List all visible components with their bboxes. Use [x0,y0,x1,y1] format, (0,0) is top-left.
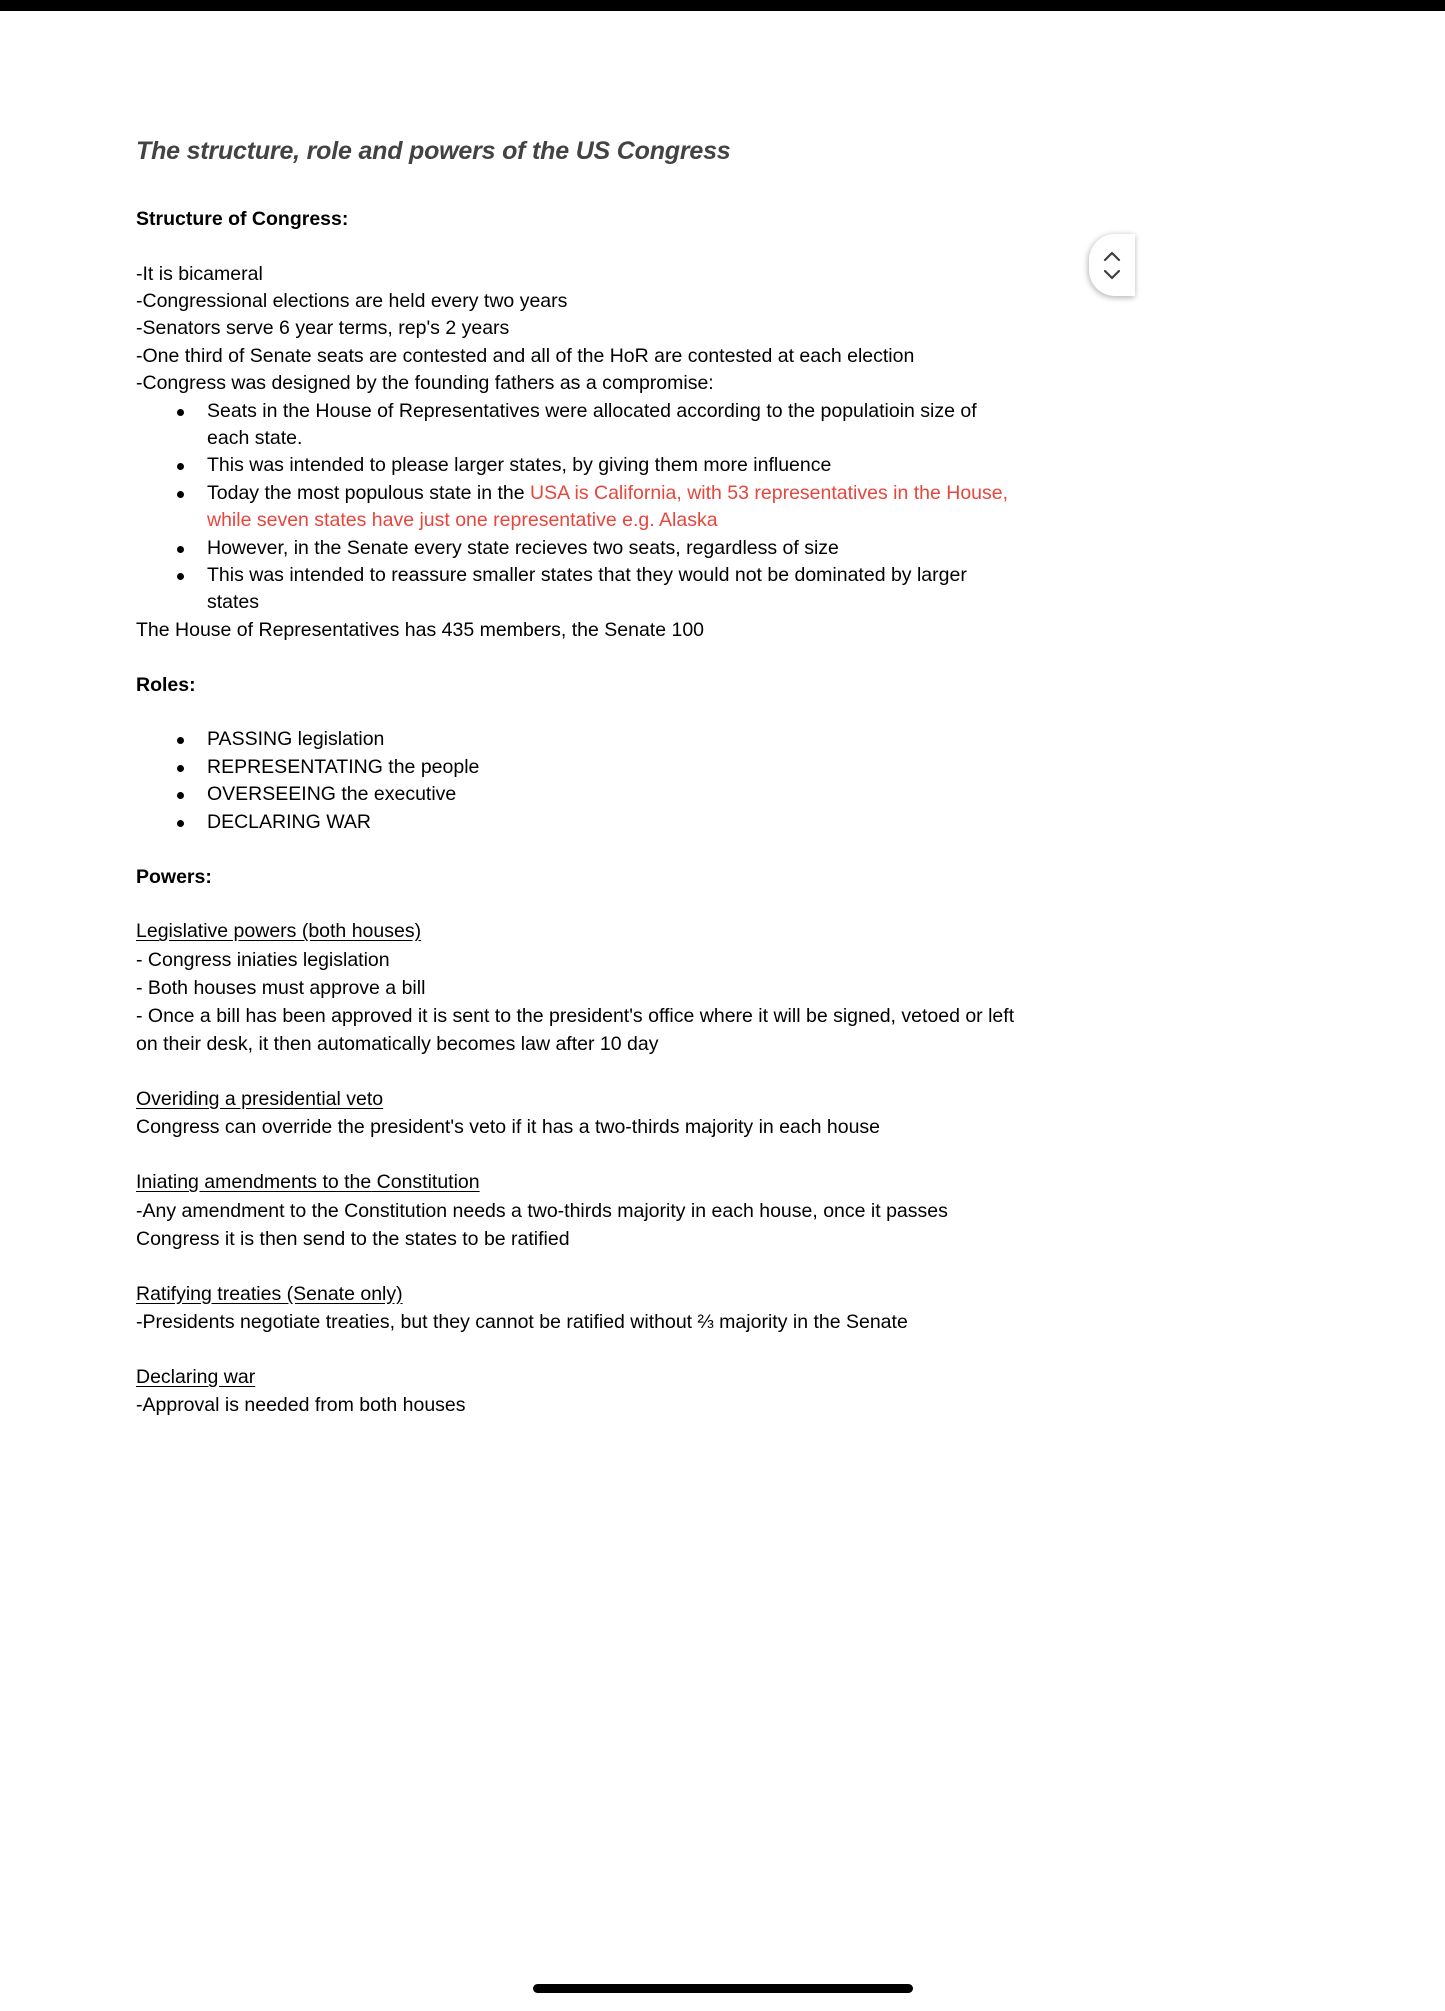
powers-legislative-line-3: - Once a bill has been approved it is sent to the president's office where it will be signed, vetoed or left on their desk, it then automatically becomes law after 10 day [136,1004,1015,1055]
bullet-text: This was intended to please larger states, by giving them more influence [207,454,832,477]
structure-line-5: -Congress was designed by the founding fathers as a compromise: [136,372,714,395]
spacer [136,891,1016,918]
powers-subheading-veto-override: Overiding a presidential veto [136,1087,384,1110]
spacer [136,1336,1016,1364]
document-body [136,136,1016,1419]
list-item [136,452,1016,479]
list-item [136,480,1016,535]
powers-declaring-war-line-1: -Approval is needed from both houses [136,1394,466,1417]
device-status-bar [0,0,1445,11]
structure-bullet-list [136,398,1016,617]
spacer [136,1141,1016,1169]
section-heading-structure: Structure of Congress: [136,208,349,231]
list-item [136,809,1016,836]
powers-subheading-declaring-war: Declaring war [136,1365,256,1388]
bullet-text: Seats in the House of Representatives were allocated according to the populatioin size of each state. [207,399,977,449]
home-indicator [533,1984,913,1993]
chevron-up-icon[interactable] [1103,251,1121,262]
roles-bullet-list [136,726,1016,836]
bullet-text: DECLARING WAR [207,810,371,833]
powers-subheading-amendments: Iniating amendments to the Constitution [136,1171,480,1194]
powers-amendments-line-1: -Any amendment to the Constitution needs a two-thirds majority in each house, once it passes Congress it is then send to the states to be ratified [136,1199,948,1250]
spacer [136,836,1016,863]
powers-subheading-treaties: Ratifying treaties (Senate only) [136,1282,403,1305]
scroll-navigator[interactable] [1089,234,1135,296]
structure-line-4: -One third of Senate seats are contested and all of the HoR are contested at each election [136,344,915,367]
powers-subheading-legislative: Legislative powers (both houses) [136,920,422,943]
list-item [136,754,1016,781]
list-item [136,726,1016,753]
structure-line-1: -It is bicameral [136,262,263,285]
structure-closing-line: The House of Representatives has 435 members, the Senate 100 [136,618,705,641]
document-page [0,11,1445,1971]
powers-legislative-line-2: - Both houses must approve a bill [136,976,426,999]
bullet-text-highlight: USA is California, with 53 representatives in the House, while seven states have just one representative e.g. Alaska [207,481,1009,532]
section-heading-powers: Powers: [136,866,212,889]
powers-veto-override-line-1: Congress can override the president's veto if it has a two-thirds majority in each house [136,1116,881,1139]
structure-line-3: -Senators serve 6 year terms, rep's 2 years [136,317,510,340]
bullet-text-lead: Today the most populous state in the [207,481,531,504]
bullet-text: This was intended to reassure smaller states that they would not be dominated by larger states [207,563,967,614]
bullet-text: OVERSEEING the executive [207,783,457,806]
list-item [136,562,1016,617]
page-title: The structure, role and powers of the US Congress [136,137,731,165]
spacer [136,644,1016,671]
spacer [136,234,1016,261]
spacer [136,1253,1016,1281]
bullet-text: PASSING legislation [207,728,385,751]
powers-treaties-line-1: -Presidents negotiate treaties, but they cannot be ratified without ⅔ majority in the Senate [136,1310,908,1333]
list-item [136,781,1016,808]
bullet-text: However, in the Senate every state recieves two seats, regardless of size [207,536,839,559]
section-heading-roles: Roles: [136,674,196,697]
bullet-text: REPRESENTATING the people [207,755,480,778]
structure-line-2: -Congressional elections are held every two years [136,289,568,312]
chevron-down-icon[interactable] [1103,269,1121,280]
spacer [136,699,1016,726]
list-item [136,535,1016,562]
spacer [136,1058,1016,1086]
list-item [136,398,1016,453]
powers-legislative-line-1: - Congress iniaties legislation [136,948,390,971]
